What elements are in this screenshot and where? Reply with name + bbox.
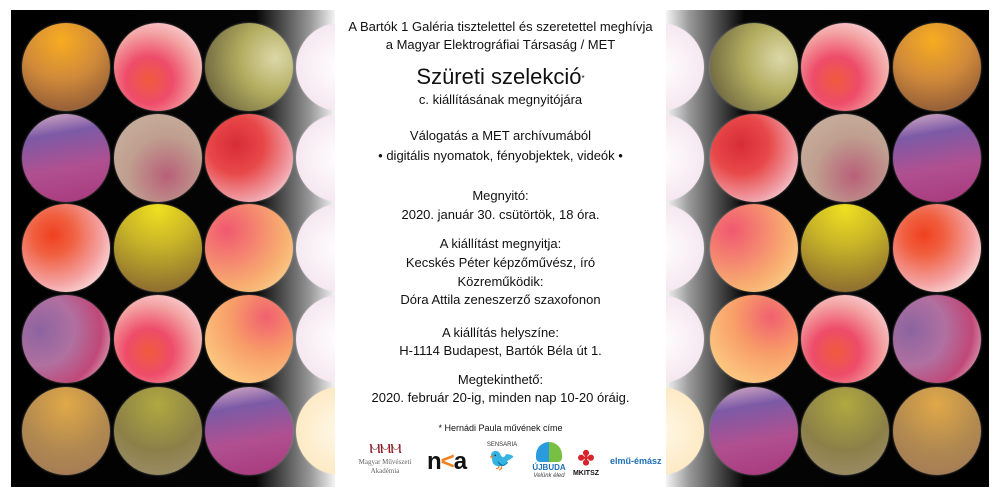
artwork-circle: [666, 387, 704, 475]
artwork-circle: [22, 204, 110, 292]
artwork-circle: [296, 295, 335, 383]
sponsor-logos: [335, 442, 666, 488]
artwork-circle: [205, 295, 293, 383]
nka-n: n: [427, 448, 441, 475]
viewing-dates: 2020. február 20-ig, minden nap 10-20 óráig.: [371, 390, 630, 405]
artwork-circle: [893, 114, 981, 202]
title-footnote-mark: *: [581, 74, 585, 83]
footnote: * Hernádi Paula művének címe: [438, 423, 563, 433]
artwork-circle: [114, 387, 202, 475]
mkitsz-text: MKITSZ: [572, 470, 600, 477]
artwork-circle: [893, 23, 981, 111]
mkitsz-logo: [571, 448, 601, 477]
venue: H-1114 Budapest, Bartók Béla út 1.: [399, 343, 602, 358]
artwork-panel-left: [11, 10, 335, 487]
elmu-emasz-logo: elmű-émász: [610, 456, 662, 466]
artwork-circle: [893, 295, 981, 383]
exhibition-title: [335, 64, 666, 90]
opening-label: Megnyitó:: [472, 188, 529, 203]
mma-name-line2: Akadémia: [370, 467, 400, 475]
media-line: • digitális nyomatok, fényobjektek, videók •: [378, 148, 623, 163]
artwork-circle: [666, 114, 704, 202]
artwork-circle: [114, 204, 202, 292]
ujbuda-text: ÚJBUDA: [532, 463, 566, 472]
mma-logo: [345, 442, 425, 476]
opening-date: 2020. január 30. csütörtök, 18 óra.: [401, 207, 600, 222]
artwork-circle: [22, 295, 110, 383]
artwork-circle: [801, 204, 889, 292]
ujbuda-slogan: Velünk éled: [533, 473, 565, 479]
nka-k: <: [440, 448, 454, 475]
artwork-circle: [205, 114, 293, 202]
artwork-circle: [296, 23, 335, 111]
artwork-circle: [801, 387, 889, 475]
artwork-circle: [893, 387, 981, 475]
ujbuda-logo: [529, 442, 569, 481]
artwork-circle: [666, 23, 704, 111]
sensaria-text: SENSARIA: [486, 442, 518, 448]
sensaria-logo: [482, 442, 522, 482]
artwork-circle: [205, 23, 293, 111]
artwork-circle: [296, 387, 335, 475]
artwork-circle: [666, 295, 704, 383]
artwork-circle: [296, 114, 335, 202]
artwork-circle: [801, 295, 889, 383]
nka-a: a: [453, 448, 467, 475]
opened-by-label: A kiállítást megnyitja:: [439, 236, 562, 251]
viewing-label: Megtekinthető:: [457, 372, 544, 387]
subtitle: c. kiállításának megnyitójára: [418, 92, 583, 107]
artwork-circle: [205, 387, 293, 475]
artwork-circle: [710, 295, 798, 383]
artwork-circle: [296, 204, 335, 292]
artwork-circle: [22, 387, 110, 475]
artwork-circle: [893, 204, 981, 292]
mkitsz-knot-icon: ✤: [577, 448, 595, 470]
artwork-circle: [666, 204, 704, 292]
artwork-circle: [710, 204, 798, 292]
opened-by: Kecskés Péter képzőművész, író: [405, 255, 596, 270]
contributor: Dóra Attila zeneszerző szaxofonon: [400, 292, 601, 307]
artwork-circle: [22, 23, 110, 111]
artwork-circle: [205, 204, 293, 292]
venue-label: A kiállítás helyszíne:: [441, 325, 560, 340]
invitation-text-panel: [335, 0, 666, 498]
artwork-circle: [801, 23, 889, 111]
artwork-panel-right: [666, 10, 989, 487]
organizer-line: a Magyar Elektrográfiai Társaság / MET: [385, 37, 616, 52]
artwork-circle: [710, 387, 798, 475]
mma-mark-icon: ⲘⲘⲘ: [369, 442, 401, 457]
bird-icon: 🐦: [488, 447, 516, 472]
selection-line: Válogatás a MET archívumából: [409, 128, 592, 143]
host-line: A Bartók 1 Galéria tisztelettel és szeretettel meghívja: [348, 19, 653, 34]
artwork-circle: [710, 23, 798, 111]
contributors-label: Közreműködik:: [457, 274, 544, 289]
artwork-circle: [114, 114, 202, 202]
artwork-circle: [22, 114, 110, 202]
nka-logo: [427, 448, 466, 476]
artwork-circle: [710, 114, 798, 202]
artwork-circle: [801, 114, 889, 202]
artwork-circle: [114, 23, 202, 111]
title-text: Szüreti szelekció: [416, 64, 582, 89]
artwork-circle: [114, 295, 202, 383]
mma-name-line1: Magyar Művészeti: [358, 458, 412, 466]
ujbuda-drop-icon: [536, 442, 562, 462]
